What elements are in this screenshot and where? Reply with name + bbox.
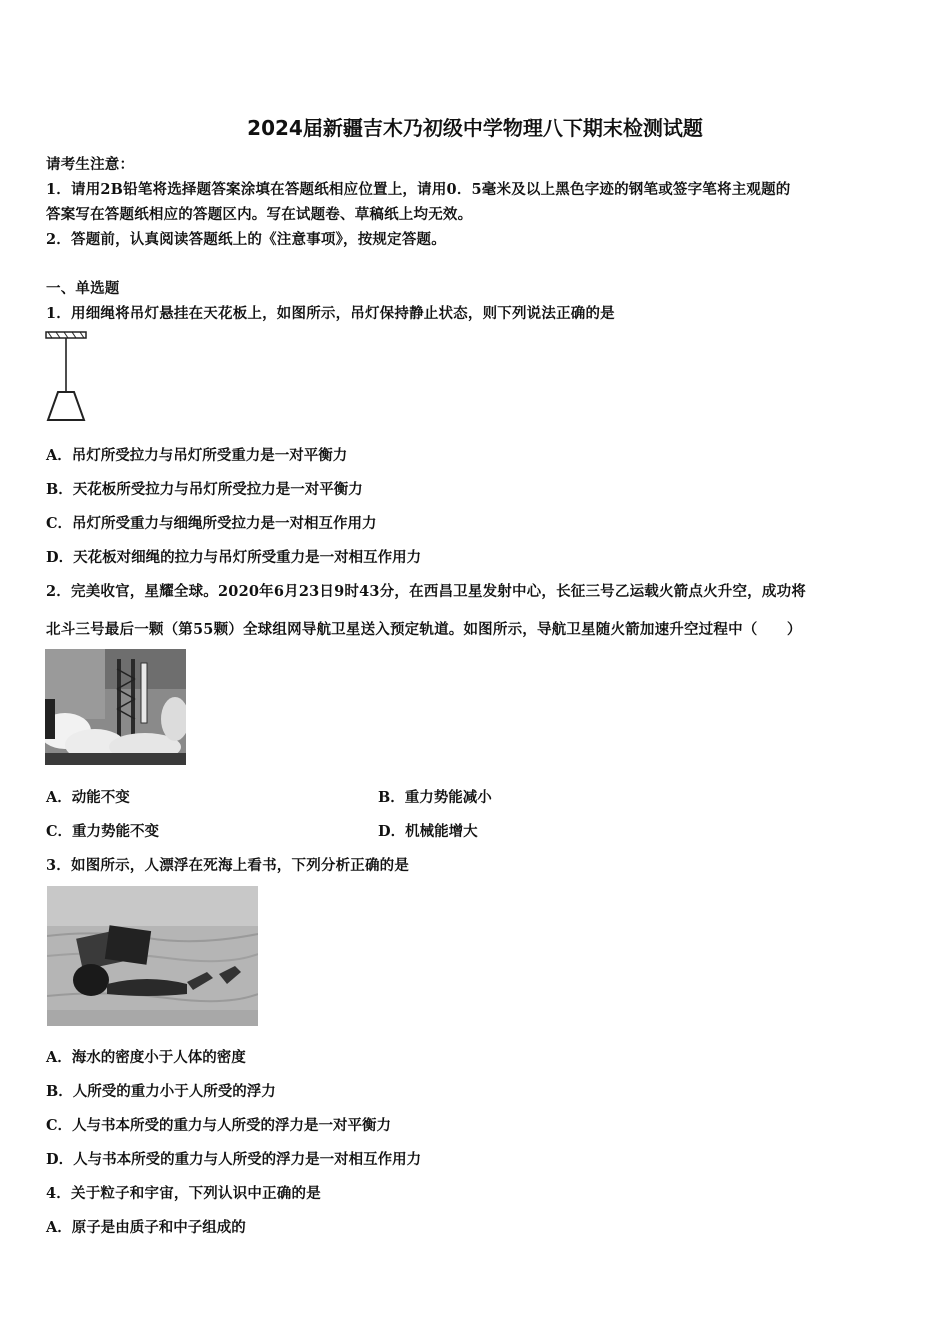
q3-option-a[interactable]: A．海水的密度小于人体的密度	[46, 1049, 246, 1066]
notice-line-1: 1．请用2B铅笔将选择题答案涂填在答题纸相应位置上，请用0．5毫米及以上黑色字迹的钢笔或签字笔将主观题的	[46, 181, 791, 198]
rocket-launch-photo	[45, 649, 186, 765]
q2-stem-line-1: 2．完美收官，星耀全球。2020年6月23日9时43分，在西昌卫星发射中心，长征三号乙运载火箭点火升空，成功将	[46, 583, 806, 600]
q1-option-a[interactable]: A．吊灯所受拉力与吊灯所受重力是一对平衡力	[46, 447, 348, 464]
q1-stem: 1．用细绳将吊灯悬挂在天花板上，如图所示，吊灯保持静止状态，则下列说法正确的是	[46, 305, 615, 322]
q1-option-c[interactable]: C．吊灯所受重力与细绳所受拉力是一对相互作用力	[46, 515, 377, 532]
q3-stem: 3．如图所示，人漂浮在死海上看书，下列分析正确的是	[46, 857, 410, 874]
q3-option-d[interactable]: D．人与书本所受的重力与人所受的浮力是一对相互作用力	[46, 1151, 422, 1168]
q1-option-d[interactable]: D．天花板对细绳的拉力与吊灯所受重力是一对相互作用力	[46, 549, 422, 566]
q2-option-a[interactable]: A．动能不变	[46, 789, 130, 806]
q2-stem-line-2: 北斗三号最后一颗（第55颗）全球组网导航卫星送入预定轨道。如图所示，导航卫星随火箭加速升空过程中（ ）	[46, 621, 802, 638]
notice-line-2: 答案写在答题纸相应的答题区内。写在试题卷、草稿纸上均无效。	[46, 206, 473, 223]
q3-option-c[interactable]: C．人与书本所受的重力与人所受的浮力是一对平衡力	[46, 1117, 392, 1134]
lamp-shade	[48, 392, 84, 420]
q2-option-d[interactable]: D．机械能增大	[378, 823, 478, 840]
notice-line-3: 2．答题前，认真阅读答题纸上的《注意事项》，按规定答题。	[46, 231, 446, 248]
rocket	[141, 663, 147, 723]
q2-option-b[interactable]: B．重力势能减小	[378, 789, 492, 806]
q2-option-c[interactable]: C．重力势能不变	[46, 823, 160, 840]
person-body	[107, 979, 187, 996]
section-heading: 一、单选题	[46, 280, 120, 297]
q3-option-b[interactable]: B．人所受的重力小于人所受的浮力	[46, 1083, 276, 1100]
notice-heading: 请考生注意：	[46, 156, 135, 173]
hanging-lamp-figure	[40, 330, 92, 426]
dead-sea-photo	[47, 886, 258, 1026]
person-head	[73, 964, 109, 996]
q4-stem: 4．关于粒子和宇宙，下列认识中正确的是	[46, 1185, 321, 1202]
page-title: 2024届新疆吉木乃初级中学物理八下期末检测试题	[247, 116, 703, 140]
q4-option-a[interactable]: A．原子是由质子和中子组成的	[46, 1219, 246, 1236]
q1-option-b[interactable]: B．天花板所受拉力与吊灯所受拉力是一对平衡力	[46, 481, 363, 498]
